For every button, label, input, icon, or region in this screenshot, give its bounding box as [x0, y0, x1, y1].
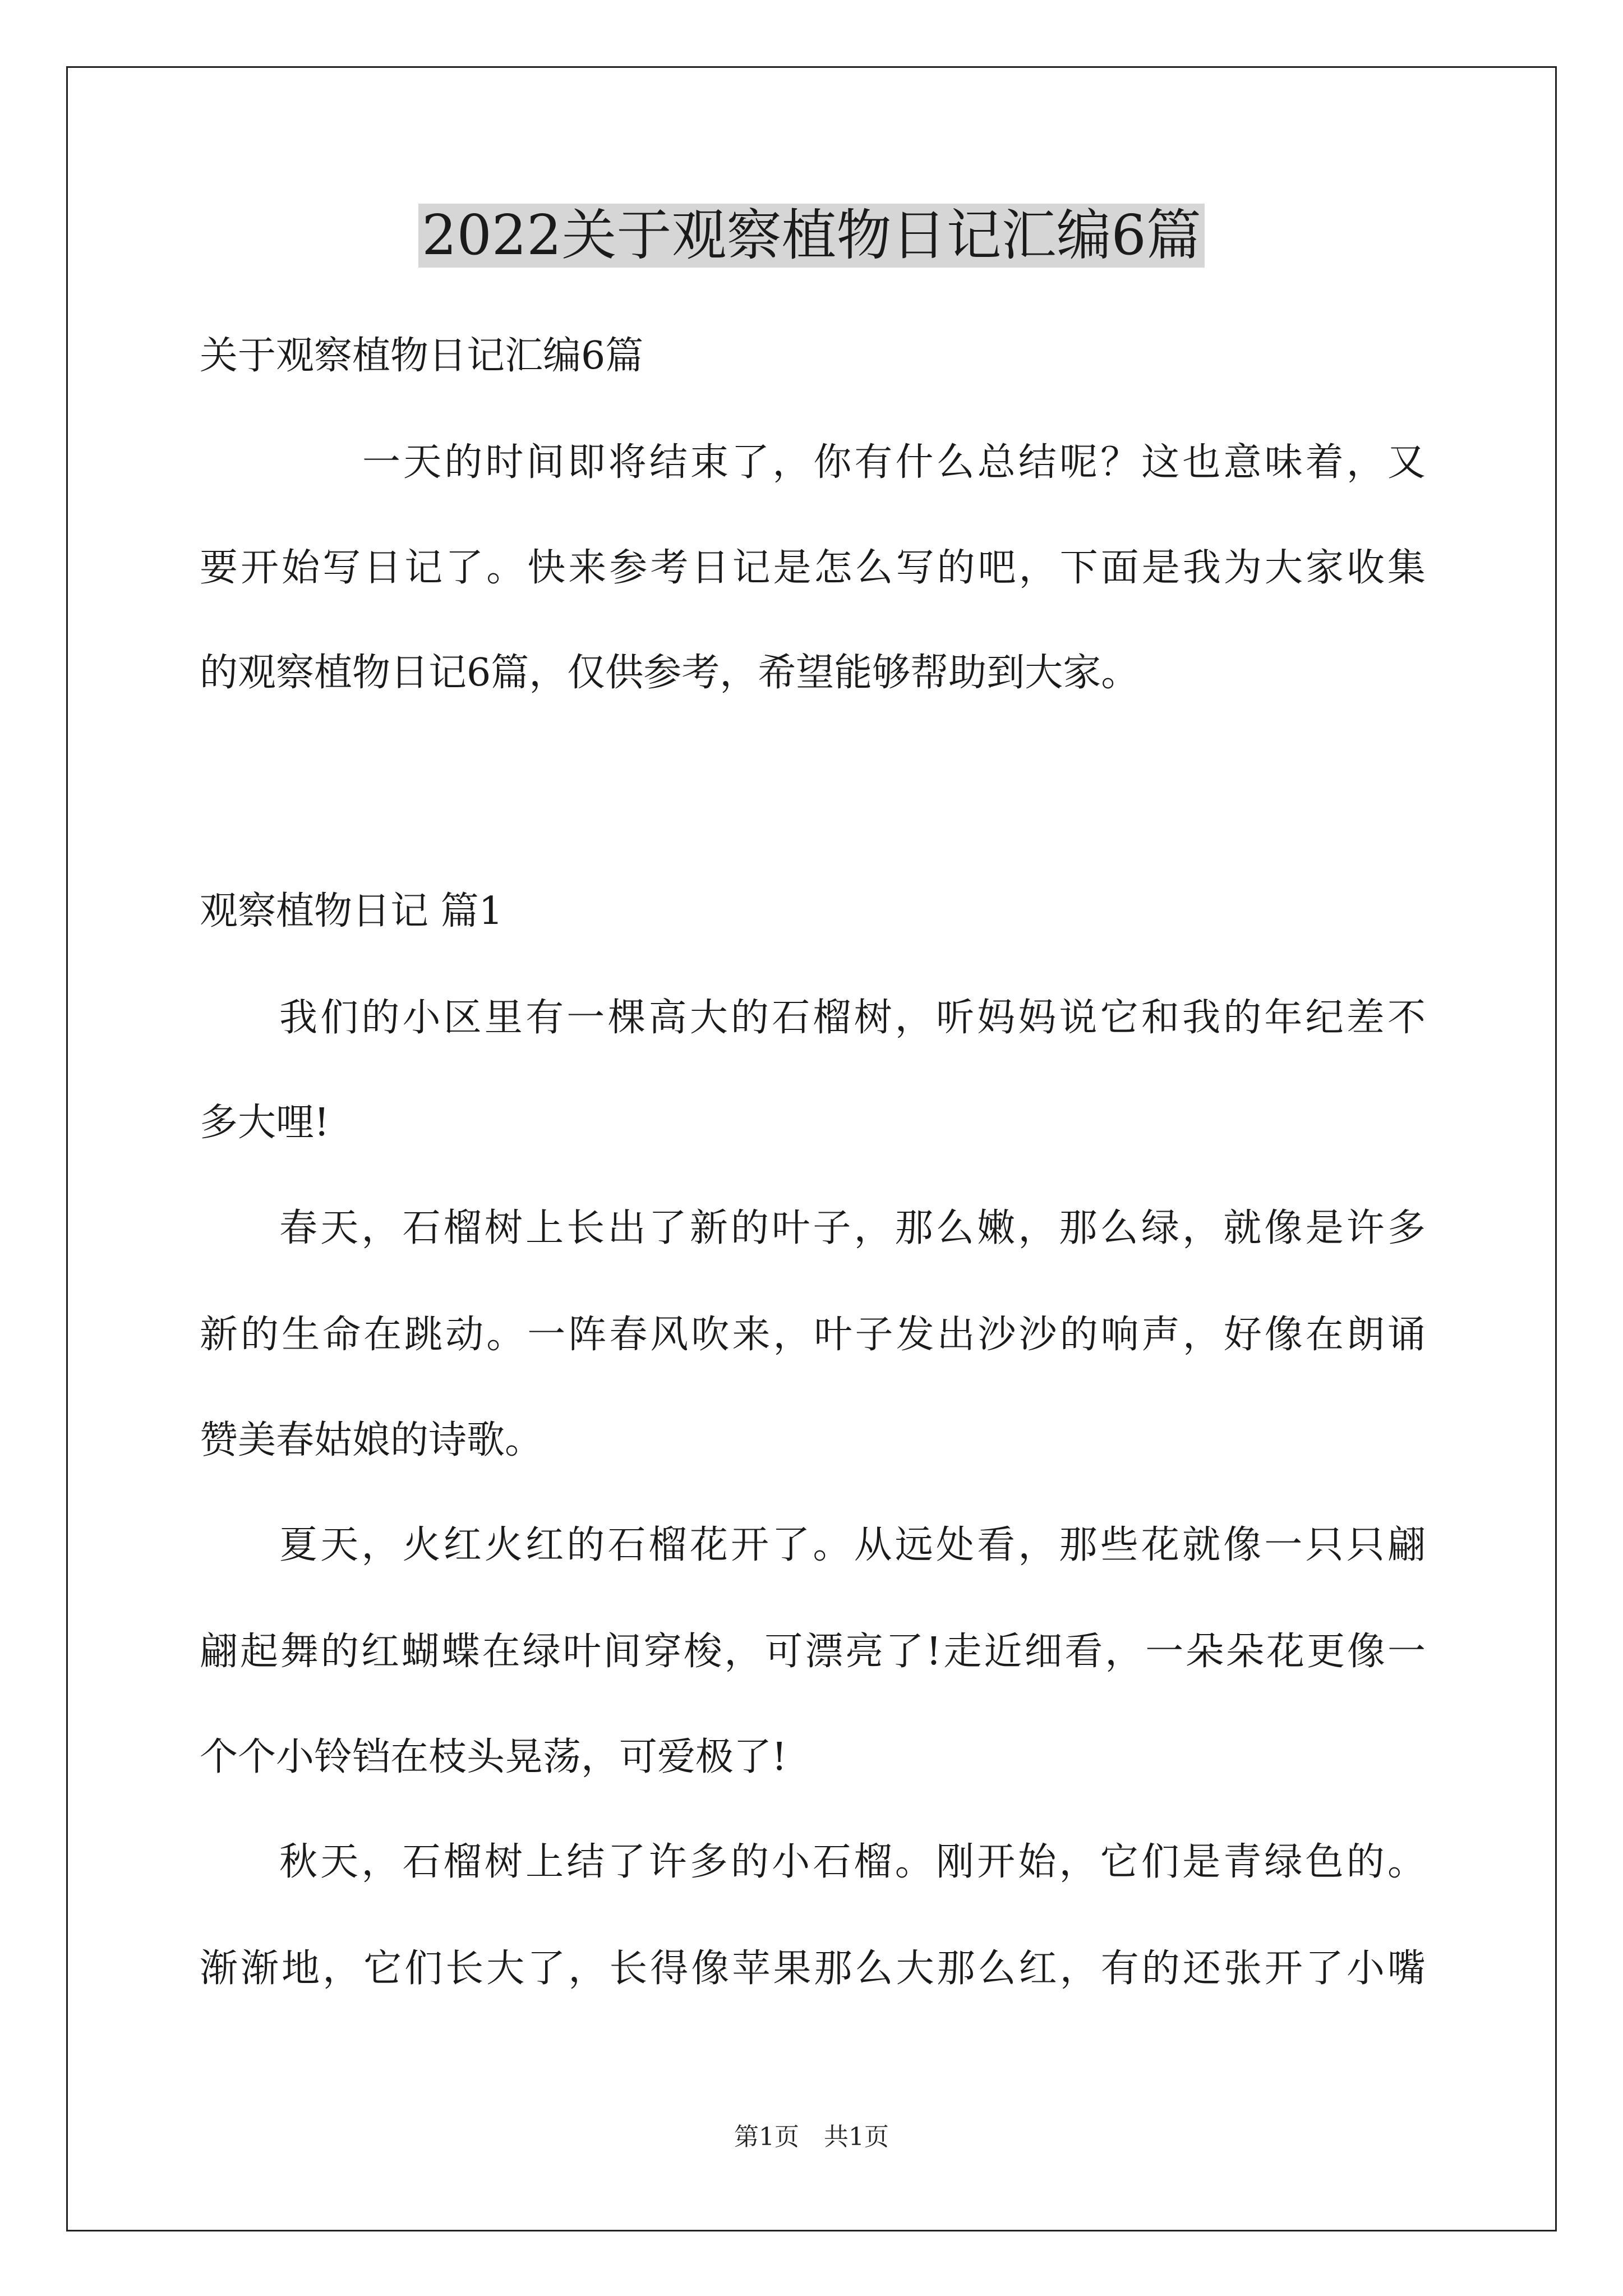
document-subtitle: 关于观察植物日记汇编6篇 — [200, 334, 644, 378]
section-heading: 观察植物日记 篇1 — [200, 889, 503, 933]
intro-line-3: 的观察植物日记6篇，仅供参考，希望能够帮助到大家。 — [200, 651, 1140, 695]
body-line-9: 秋天，石榴树上结了许多的小石榴。刚开始，它们是青绿色的。 — [279, 1840, 1426, 1884]
body-line-8: 个个小铃铛在枝头晃荡，可爱极了! — [200, 1735, 787, 1779]
body-line-1: 我们的小区里有一棵高大的石榴树，听妈妈说它和我的年纪差不 — [279, 996, 1426, 1040]
body-line-4: 新的生命在跳动。一阵春风吹来，叶子发出沙沙的响声，好像在朗诵 — [200, 1313, 1426, 1357]
body-line-6: 夏天，火红火红的石榴花开了。从远处看，那些花就像一只只翩 — [279, 1523, 1426, 1567]
body-line-7: 翩起舞的红蝴蝶在绿叶间穿梭，可漂亮了!走近细看，一朵朵花更像一 — [200, 1630, 1426, 1674]
page-footer: 第1页 共1页 — [734, 2123, 889, 2151]
intro-line-1: 一天的时间即将结束了，你有什么总结呢？这也意味着，又 — [362, 440, 1426, 485]
body-line-5: 赞美春姑娘的诗歌。 — [200, 1418, 543, 1462]
body-line-3: 春天，石榴树上长出了新的叶子，那么嫩，那么绿，就像是许多 — [279, 1206, 1426, 1250]
body-line-2: 多大哩! — [200, 1101, 330, 1145]
intro-line-2: 要开始写日记了。快来参考日记是怎么写的吧，下面是我为大家收集 — [200, 546, 1426, 590]
body-line-10: 渐渐地，它们长大了，长得像苹果那么大那么红，有的还张开了小嘴 — [200, 1947, 1426, 1991]
document-title: 2022关于观察植物日记汇编6篇 — [0, 194, 1623, 278]
